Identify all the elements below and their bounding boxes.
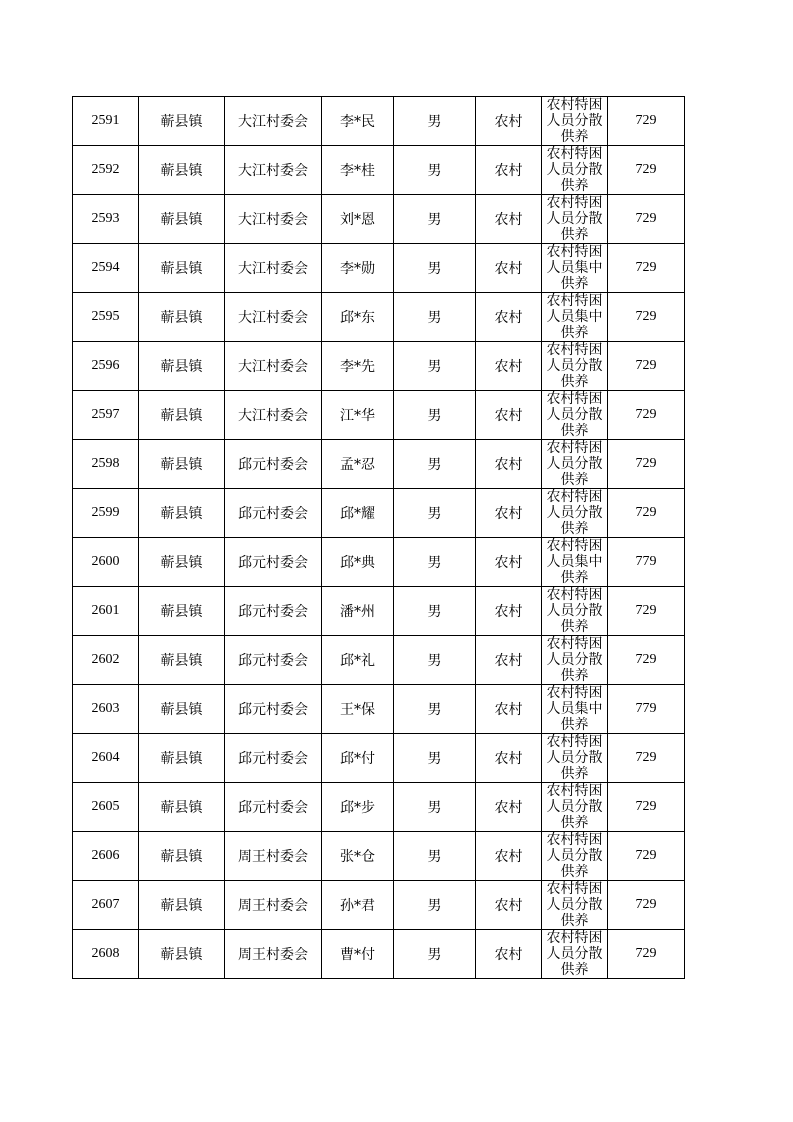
cell-serial-number: 2597 bbox=[73, 391, 139, 440]
support-category-text: 农村特困人员分散供养 bbox=[546, 195, 603, 243]
table-row bbox=[73, 783, 685, 832]
cell-gender: 男 bbox=[394, 97, 476, 146]
cell-town: 蕲县镇 bbox=[139, 832, 225, 881]
cell-support-category bbox=[542, 685, 608, 734]
roster-body bbox=[73, 97, 685, 979]
cell-amount: 729 bbox=[608, 783, 685, 832]
cell-amount: 729 bbox=[608, 391, 685, 440]
cell-village-committee: 邱元村委会 bbox=[225, 440, 322, 489]
cell-serial-number: 2595 bbox=[73, 293, 139, 342]
table-row bbox=[73, 685, 685, 734]
cell-serial-number: 2599 bbox=[73, 489, 139, 538]
cell-serial-number: 2606 bbox=[73, 832, 139, 881]
table-row bbox=[73, 146, 685, 195]
cell-support-category bbox=[542, 881, 608, 930]
cell-person-name: 王*保 bbox=[322, 685, 394, 734]
cell-town: 蕲县镇 bbox=[139, 146, 225, 195]
cell-amount: 729 bbox=[608, 930, 685, 979]
support-category-text: 农村特困人员分散供养 bbox=[546, 146, 603, 194]
cell-person-name: 邱*礼 bbox=[322, 636, 394, 685]
cell-village-committee: 大江村委会 bbox=[225, 195, 322, 244]
cell-gender: 男 bbox=[394, 440, 476, 489]
cell-town: 蕲县镇 bbox=[139, 489, 225, 538]
support-category-text: 农村特困人员分散供养 bbox=[546, 342, 603, 390]
cell-person-name: 江*华 bbox=[322, 391, 394, 440]
table-row bbox=[73, 636, 685, 685]
cell-household-type: 农村 bbox=[476, 685, 542, 734]
support-category-text: 农村特困人员集中供养 bbox=[546, 244, 603, 292]
cell-household-type: 农村 bbox=[476, 832, 542, 881]
cell-serial-number: 2591 bbox=[73, 97, 139, 146]
cell-person-name: 李*先 bbox=[322, 342, 394, 391]
cell-town: 蕲县镇 bbox=[139, 636, 225, 685]
cell-household-type: 农村 bbox=[476, 440, 542, 489]
cell-support-category bbox=[542, 97, 608, 146]
cell-town: 蕲县镇 bbox=[139, 734, 225, 783]
cell-village-committee: 大江村委会 bbox=[225, 97, 322, 146]
cell-amount: 729 bbox=[608, 97, 685, 146]
cell-household-type: 农村 bbox=[476, 293, 542, 342]
cell-town: 蕲县镇 bbox=[139, 881, 225, 930]
support-category-text: 农村特困人员集中供养 bbox=[546, 685, 603, 733]
cell-serial-number: 2596 bbox=[73, 342, 139, 391]
cell-serial-number: 2603 bbox=[73, 685, 139, 734]
cell-serial-number: 2604 bbox=[73, 734, 139, 783]
cell-gender: 男 bbox=[394, 930, 476, 979]
support-category-text: 农村特困人员分散供养 bbox=[546, 587, 603, 635]
cell-town: 蕲县镇 bbox=[139, 930, 225, 979]
cell-gender: 男 bbox=[394, 391, 476, 440]
cell-gender: 男 bbox=[394, 636, 476, 685]
cell-amount: 729 bbox=[608, 636, 685, 685]
cell-gender: 男 bbox=[394, 734, 476, 783]
cell-serial-number: 2592 bbox=[73, 146, 139, 195]
cell-household-type: 农村 bbox=[476, 146, 542, 195]
support-category-text: 农村特困人员分散供养 bbox=[546, 734, 603, 782]
cell-gender: 男 bbox=[394, 293, 476, 342]
support-category-text: 农村特困人员集中供养 bbox=[546, 538, 603, 586]
cell-village-committee: 邱元村委会 bbox=[225, 489, 322, 538]
cell-household-type: 农村 bbox=[476, 342, 542, 391]
cell-village-committee: 周王村委会 bbox=[225, 881, 322, 930]
cell-gender: 男 bbox=[394, 587, 476, 636]
cell-household-type: 农村 bbox=[476, 930, 542, 979]
support-category-text: 农村特困人员分散供养 bbox=[546, 489, 603, 537]
cell-village-committee: 邱元村委会 bbox=[225, 734, 322, 783]
cell-household-type: 农村 bbox=[476, 195, 542, 244]
cell-gender: 男 bbox=[394, 146, 476, 195]
cell-gender: 男 bbox=[394, 489, 476, 538]
cell-amount: 729 bbox=[608, 146, 685, 195]
cell-household-type: 农村 bbox=[476, 783, 542, 832]
table-row bbox=[73, 489, 685, 538]
cell-household-type: 农村 bbox=[476, 97, 542, 146]
support-category-text: 农村特困人员分散供养 bbox=[546, 783, 603, 831]
cell-support-category bbox=[542, 195, 608, 244]
cell-support-category bbox=[542, 538, 608, 587]
cell-support-category bbox=[542, 146, 608, 195]
cell-person-name: 李*桂 bbox=[322, 146, 394, 195]
cell-support-category bbox=[542, 489, 608, 538]
cell-household-type: 农村 bbox=[476, 587, 542, 636]
cell-amount: 729 bbox=[608, 734, 685, 783]
cell-amount: 779 bbox=[608, 538, 685, 587]
cell-village-committee: 大江村委会 bbox=[225, 244, 322, 293]
cell-support-category bbox=[542, 587, 608, 636]
cell-gender: 男 bbox=[394, 783, 476, 832]
cell-amount: 729 bbox=[608, 342, 685, 391]
cell-person-name: 邱*付 bbox=[322, 734, 394, 783]
table-row bbox=[73, 97, 685, 146]
table-row bbox=[73, 244, 685, 293]
cell-person-name: 张*仓 bbox=[322, 832, 394, 881]
table-row bbox=[73, 930, 685, 979]
cell-village-committee: 邱元村委会 bbox=[225, 587, 322, 636]
cell-support-category bbox=[542, 832, 608, 881]
cell-village-committee: 大江村委会 bbox=[225, 293, 322, 342]
cell-town: 蕲县镇 bbox=[139, 685, 225, 734]
cell-serial-number: 2607 bbox=[73, 881, 139, 930]
support-category-text: 农村特困人员分散供养 bbox=[546, 832, 603, 880]
cell-village-committee: 邱元村委会 bbox=[225, 685, 322, 734]
cell-amount: 729 bbox=[608, 881, 685, 930]
cell-support-category bbox=[542, 391, 608, 440]
cell-serial-number: 2598 bbox=[73, 440, 139, 489]
cell-village-committee: 周王村委会 bbox=[225, 832, 322, 881]
table-row bbox=[73, 342, 685, 391]
table-row bbox=[73, 293, 685, 342]
support-category-text: 农村特困人员分散供养 bbox=[546, 930, 603, 978]
support-category-text: 农村特困人员分散供养 bbox=[546, 881, 603, 929]
cell-town: 蕲县镇 bbox=[139, 440, 225, 489]
cell-town: 蕲县镇 bbox=[139, 538, 225, 587]
cell-household-type: 农村 bbox=[476, 244, 542, 293]
cell-village-committee: 大江村委会 bbox=[225, 342, 322, 391]
table-row bbox=[73, 391, 685, 440]
cell-person-name: 孙*君 bbox=[322, 881, 394, 930]
cell-household-type: 农村 bbox=[476, 391, 542, 440]
cell-town: 蕲县镇 bbox=[139, 342, 225, 391]
cell-serial-number: 2593 bbox=[73, 195, 139, 244]
cell-person-name: 孟*忍 bbox=[322, 440, 394, 489]
cell-gender: 男 bbox=[394, 244, 476, 293]
table-row bbox=[73, 734, 685, 783]
cell-serial-number: 2601 bbox=[73, 587, 139, 636]
cell-person-name: 邱*步 bbox=[322, 783, 394, 832]
support-category-text: 农村特困人员分散供养 bbox=[546, 97, 603, 145]
cell-support-category bbox=[542, 293, 608, 342]
cell-village-committee: 大江村委会 bbox=[225, 391, 322, 440]
cell-amount: 729 bbox=[608, 293, 685, 342]
support-category-text: 农村特困人员集中供养 bbox=[546, 293, 603, 341]
cell-person-name: 李*勋 bbox=[322, 244, 394, 293]
cell-support-category bbox=[542, 636, 608, 685]
cell-town: 蕲县镇 bbox=[139, 391, 225, 440]
cell-serial-number: 2600 bbox=[73, 538, 139, 587]
cell-household-type: 农村 bbox=[476, 489, 542, 538]
table-row bbox=[73, 587, 685, 636]
cell-town: 蕲县镇 bbox=[139, 587, 225, 636]
cell-amount: 729 bbox=[608, 195, 685, 244]
cell-person-name: 曹*付 bbox=[322, 930, 394, 979]
cell-town: 蕲县镇 bbox=[139, 244, 225, 293]
support-category-text: 农村特困人员分散供养 bbox=[546, 636, 603, 684]
cell-serial-number: 2602 bbox=[73, 636, 139, 685]
cell-person-name: 邱*典 bbox=[322, 538, 394, 587]
table-row bbox=[73, 881, 685, 930]
cell-support-category bbox=[542, 440, 608, 489]
cell-support-category bbox=[542, 342, 608, 391]
cell-amount: 779 bbox=[608, 685, 685, 734]
cell-town: 蕲县镇 bbox=[139, 783, 225, 832]
cell-village-committee: 大江村委会 bbox=[225, 146, 322, 195]
cell-gender: 男 bbox=[394, 342, 476, 391]
cell-town: 蕲县镇 bbox=[139, 195, 225, 244]
cell-gender: 男 bbox=[394, 881, 476, 930]
cell-serial-number: 2594 bbox=[73, 244, 139, 293]
cell-support-category bbox=[542, 930, 608, 979]
table-row bbox=[73, 538, 685, 587]
cell-support-category bbox=[542, 734, 608, 783]
support-category-text: 农村特困人员分散供养 bbox=[546, 391, 603, 439]
cell-amount: 729 bbox=[608, 489, 685, 538]
table-row bbox=[73, 195, 685, 244]
cell-amount: 729 bbox=[608, 440, 685, 489]
cell-support-category bbox=[542, 244, 608, 293]
cell-person-name: 刘*恩 bbox=[322, 195, 394, 244]
cell-gender: 男 bbox=[394, 832, 476, 881]
cell-serial-number: 2605 bbox=[73, 783, 139, 832]
cell-town: 蕲县镇 bbox=[139, 293, 225, 342]
roster-table bbox=[72, 96, 685, 979]
table-row bbox=[73, 832, 685, 881]
cell-household-type: 农村 bbox=[476, 881, 542, 930]
cell-person-name: 邱*东 bbox=[322, 293, 394, 342]
cell-village-committee: 邱元村委会 bbox=[225, 538, 322, 587]
cell-village-committee: 邱元村委会 bbox=[225, 636, 322, 685]
support-category-text: 农村特困人员分散供养 bbox=[546, 440, 603, 488]
cell-support-category bbox=[542, 783, 608, 832]
cell-gender: 男 bbox=[394, 685, 476, 734]
cell-household-type: 农村 bbox=[476, 734, 542, 783]
cell-household-type: 农村 bbox=[476, 636, 542, 685]
cell-household-type: 农村 bbox=[476, 538, 542, 587]
cell-amount: 729 bbox=[608, 244, 685, 293]
cell-amount: 729 bbox=[608, 832, 685, 881]
cell-person-name: 李*民 bbox=[322, 97, 394, 146]
cell-gender: 男 bbox=[394, 195, 476, 244]
cell-serial-number: 2608 bbox=[73, 930, 139, 979]
cell-person-name: 潘*州 bbox=[322, 587, 394, 636]
cell-village-committee: 邱元村委会 bbox=[225, 783, 322, 832]
cell-village-committee: 周王村委会 bbox=[225, 930, 322, 979]
cell-amount: 729 bbox=[608, 587, 685, 636]
table-row bbox=[73, 440, 685, 489]
cell-town: 蕲县镇 bbox=[139, 97, 225, 146]
cell-person-name: 邱*耀 bbox=[322, 489, 394, 538]
cell-gender: 男 bbox=[394, 538, 476, 587]
